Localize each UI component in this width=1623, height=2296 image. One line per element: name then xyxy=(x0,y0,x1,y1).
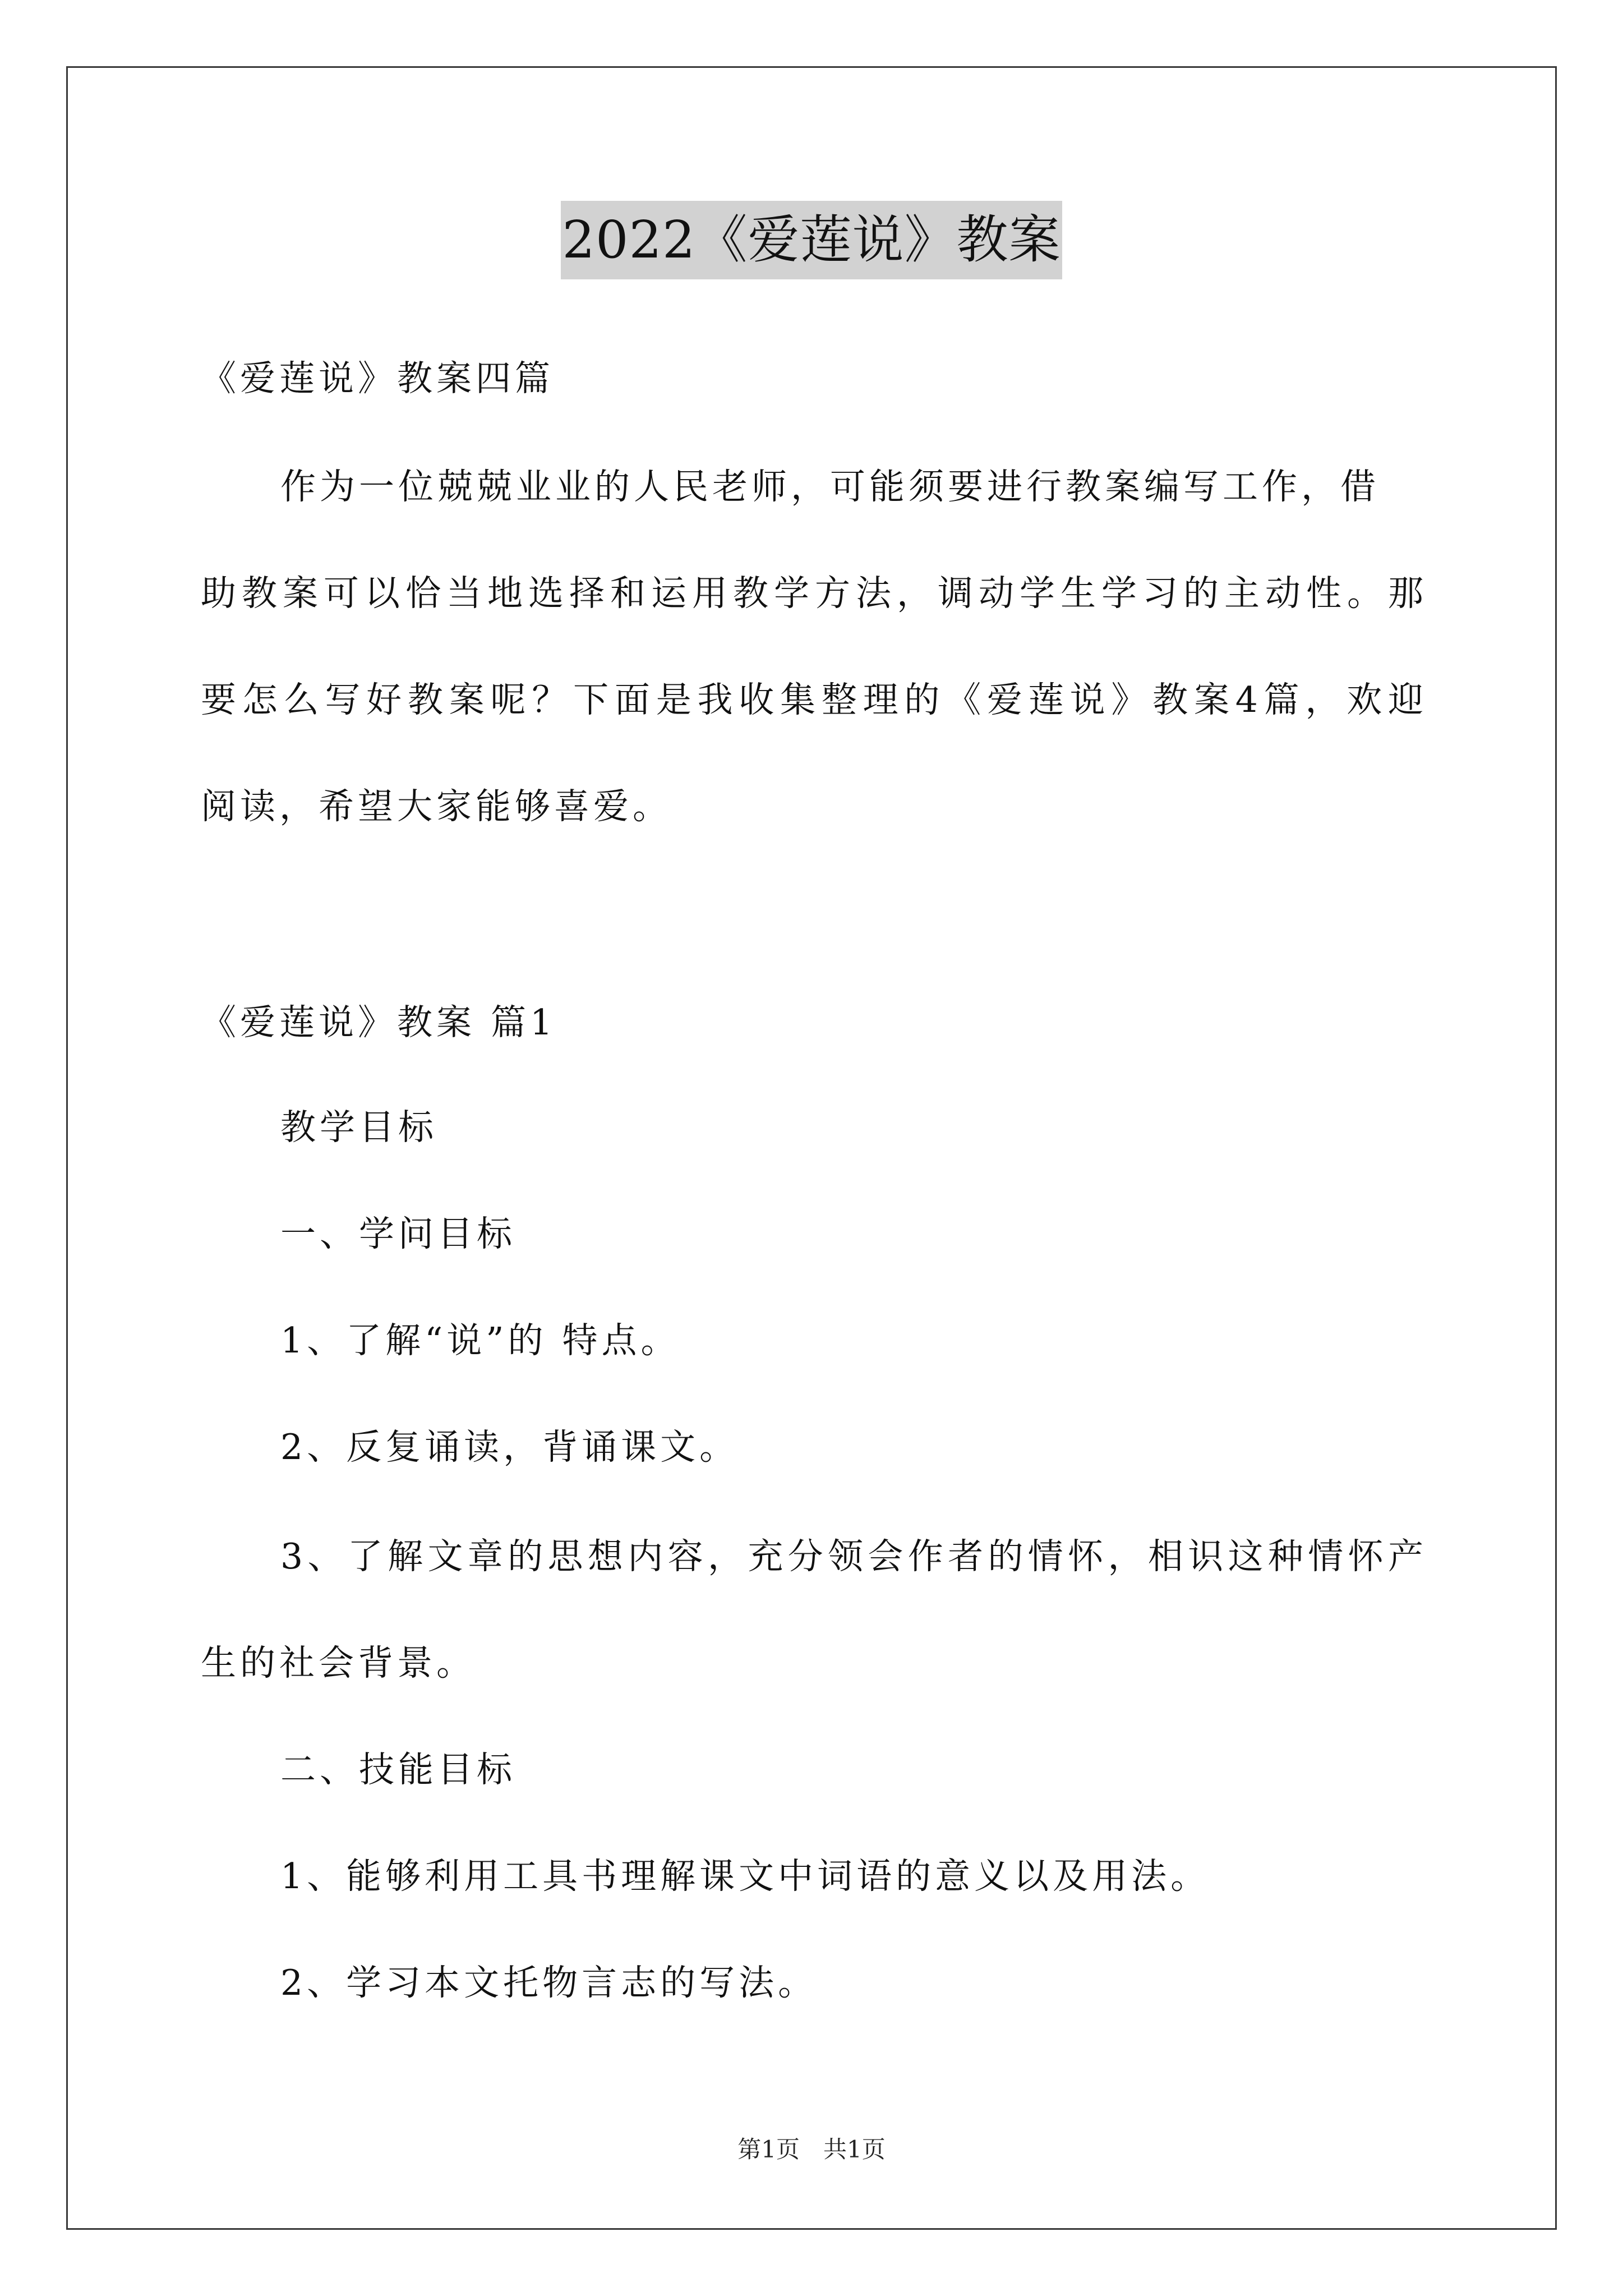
document-title: 2022《爱莲说》教案 xyxy=(561,201,1062,279)
body-line-item-1: 1、了解“说”的 特点。 xyxy=(280,1320,680,1361)
section-heading: 《爱莲说》教案 篇1 xyxy=(201,1002,557,1043)
body-line-item-2: 2、反复诵读，背诵课文。 xyxy=(280,1427,739,1467)
body-line-item-3-cont: 生的社会背景。 xyxy=(201,1642,476,1683)
body-line-skill-item-2: 2、学习本文托物言志的写法。 xyxy=(280,1962,818,2003)
intro-line-3: 要怎么写好教案呢？下面是我收集整理的《爱莲说》教案4篇，欢迎 xyxy=(201,679,1423,720)
intro-line-2: 助教案可以恰当地选择和运用教学方法，调动学生学习的主动性。那 xyxy=(201,573,1423,614)
document-subtitle: 《爱莲说》教案四篇 xyxy=(201,358,554,399)
intro-line-1: 作为一位兢兢业业的人民老师，可能须要进行教案编写工作，借 xyxy=(280,466,1380,507)
body-line-knowledge-goals: 一、学问目标 xyxy=(280,1213,516,1254)
body-line-skill-goals: 二、技能目标 xyxy=(280,1749,516,1790)
intro-line-4: 阅读，希望大家能够喜爱。 xyxy=(201,786,672,827)
body-line-skill-item-1: 1、能够利用工具书理解课文中词语的意义以及用法。 xyxy=(280,1856,1210,1897)
title-container xyxy=(0,201,1623,279)
body-line-teaching-goals: 教学目标 xyxy=(280,1107,437,1148)
page-footer: 第1页 共1页 xyxy=(737,2136,886,2163)
body-line-item-3: 3、了解文章的思想内容，充分领会作者的情怀，相识这种情怀产 xyxy=(280,1536,1423,1577)
